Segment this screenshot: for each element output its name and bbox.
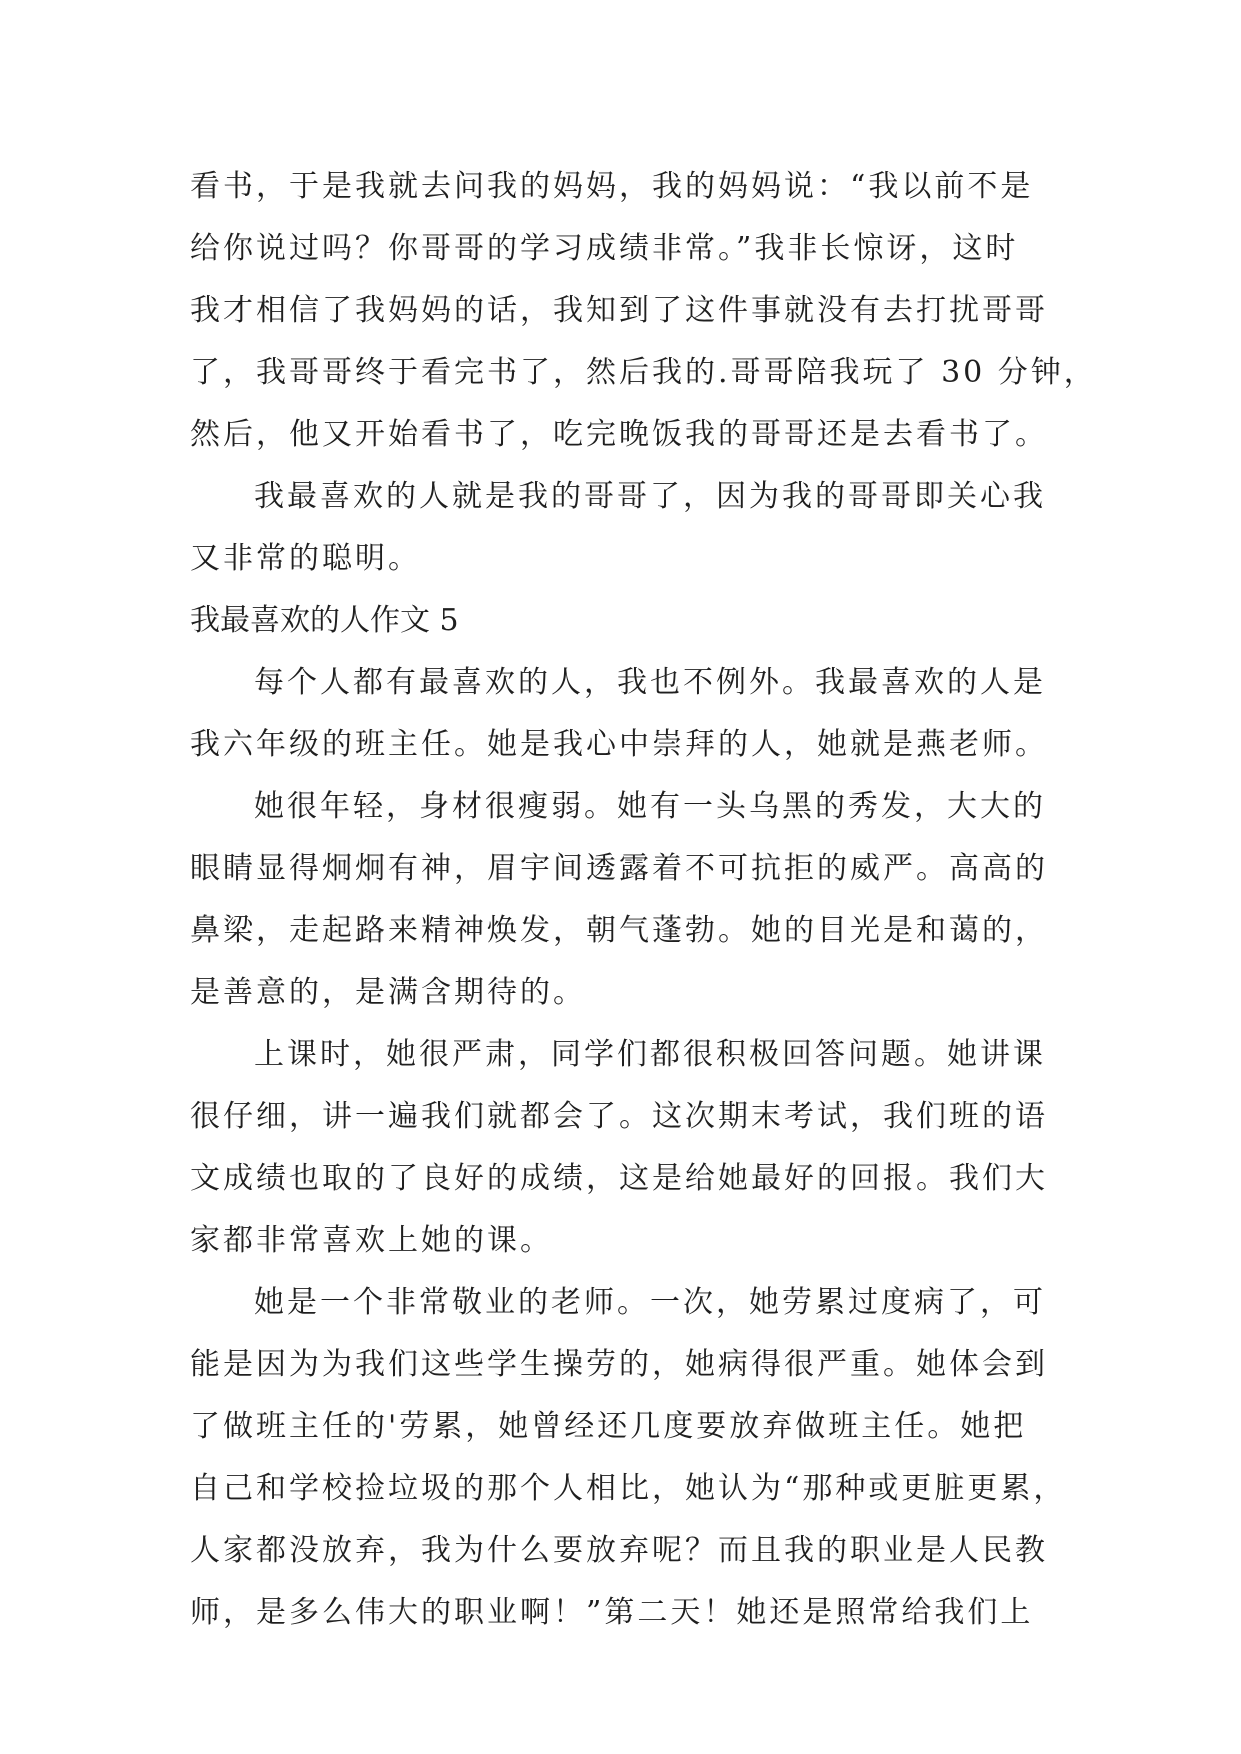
text-line: 了做班主任的'劳累，她曾经还几度要放弃做班主任。她把 [190, 1409, 1027, 1444]
text-line: 师，是多么伟大的职业啊！”第二天！她还是照常给我们上 [190, 1595, 1034, 1630]
text-line: 鼻梁，走起路来精神焕发，朝气蓬勃。她的目光是和蔼的， [190, 913, 1048, 948]
paragraph-first-line: 上课时，她很严肃，同学们都很积极回答问题。她讲课 [254, 1037, 1046, 1072]
section-heading: 我最喜欢的人作文 5 [190, 603, 459, 638]
text-line: 了，我哥哥终于看完书了，然后我的.哥哥陪我玩了 30 分钟， [190, 355, 1097, 390]
text-line: 又非常的聪明。 [190, 541, 421, 576]
text-line: 自己和学校捡垃圾的那个人相比，她认为“那种或更脏更累， [190, 1471, 1067, 1506]
text-line: 我才相信了我妈妈的话，我知到了这件事就没有去打扰哥哥 [190, 293, 1048, 328]
text-line: 家都非常喜欢上她的课。 [190, 1223, 553, 1258]
document-body [190, 156, 1097, 1644]
text-line: 文成绩也取的了良好的成绩，这是给她最好的回报。我们大 [190, 1161, 1048, 1196]
text-line: 给你说过吗？你哥哥的学习成绩非常。”我非长惊讶，这时 [190, 231, 1019, 266]
paragraph-first-line: 每个人都有最喜欢的人，我也不例外。我最喜欢的人是 [254, 665, 1046, 700]
paragraph-first-line: 我最喜欢的人就是我的哥哥了，因为我的哥哥即关心我 [254, 479, 1046, 514]
text-line: 眼睛显得炯炯有神，眉宇间透露着不可抗拒的威严。高高的 [190, 851, 1048, 886]
paragraph-first-line: 她很年轻，身材很瘦弱。她有一头乌黑的秀发，大大的 [254, 789, 1046, 824]
text-line: 看书，于是我就去问我的妈妈，我的妈妈说：“我以前不是 [190, 169, 1034, 204]
text-line: 是善意的，是满含期待的。 [190, 975, 586, 1010]
paragraph-first-line: 她是一个非常敬业的老师。一次，她劳累过度病了，可 [254, 1285, 1046, 1320]
text-line: 很仔细，讲一遍我们就都会了。这次期末考试，我们班的语 [190, 1099, 1048, 1134]
text-line: 然后，他又开始看书了，吃完晚饭我的哥哥还是去看书了。 [190, 417, 1048, 452]
text-line: 人家都没放弃，我为什么要放弃呢？而且我的职业是人民教 [190, 1533, 1048, 1568]
text-line: 能是因为为我们这些学生操劳的，她病得很严重。她体会到 [190, 1347, 1048, 1382]
text-line: 我六年级的班主任。她是我心中崇拜的人，她就是燕老师。 [190, 727, 1048, 762]
